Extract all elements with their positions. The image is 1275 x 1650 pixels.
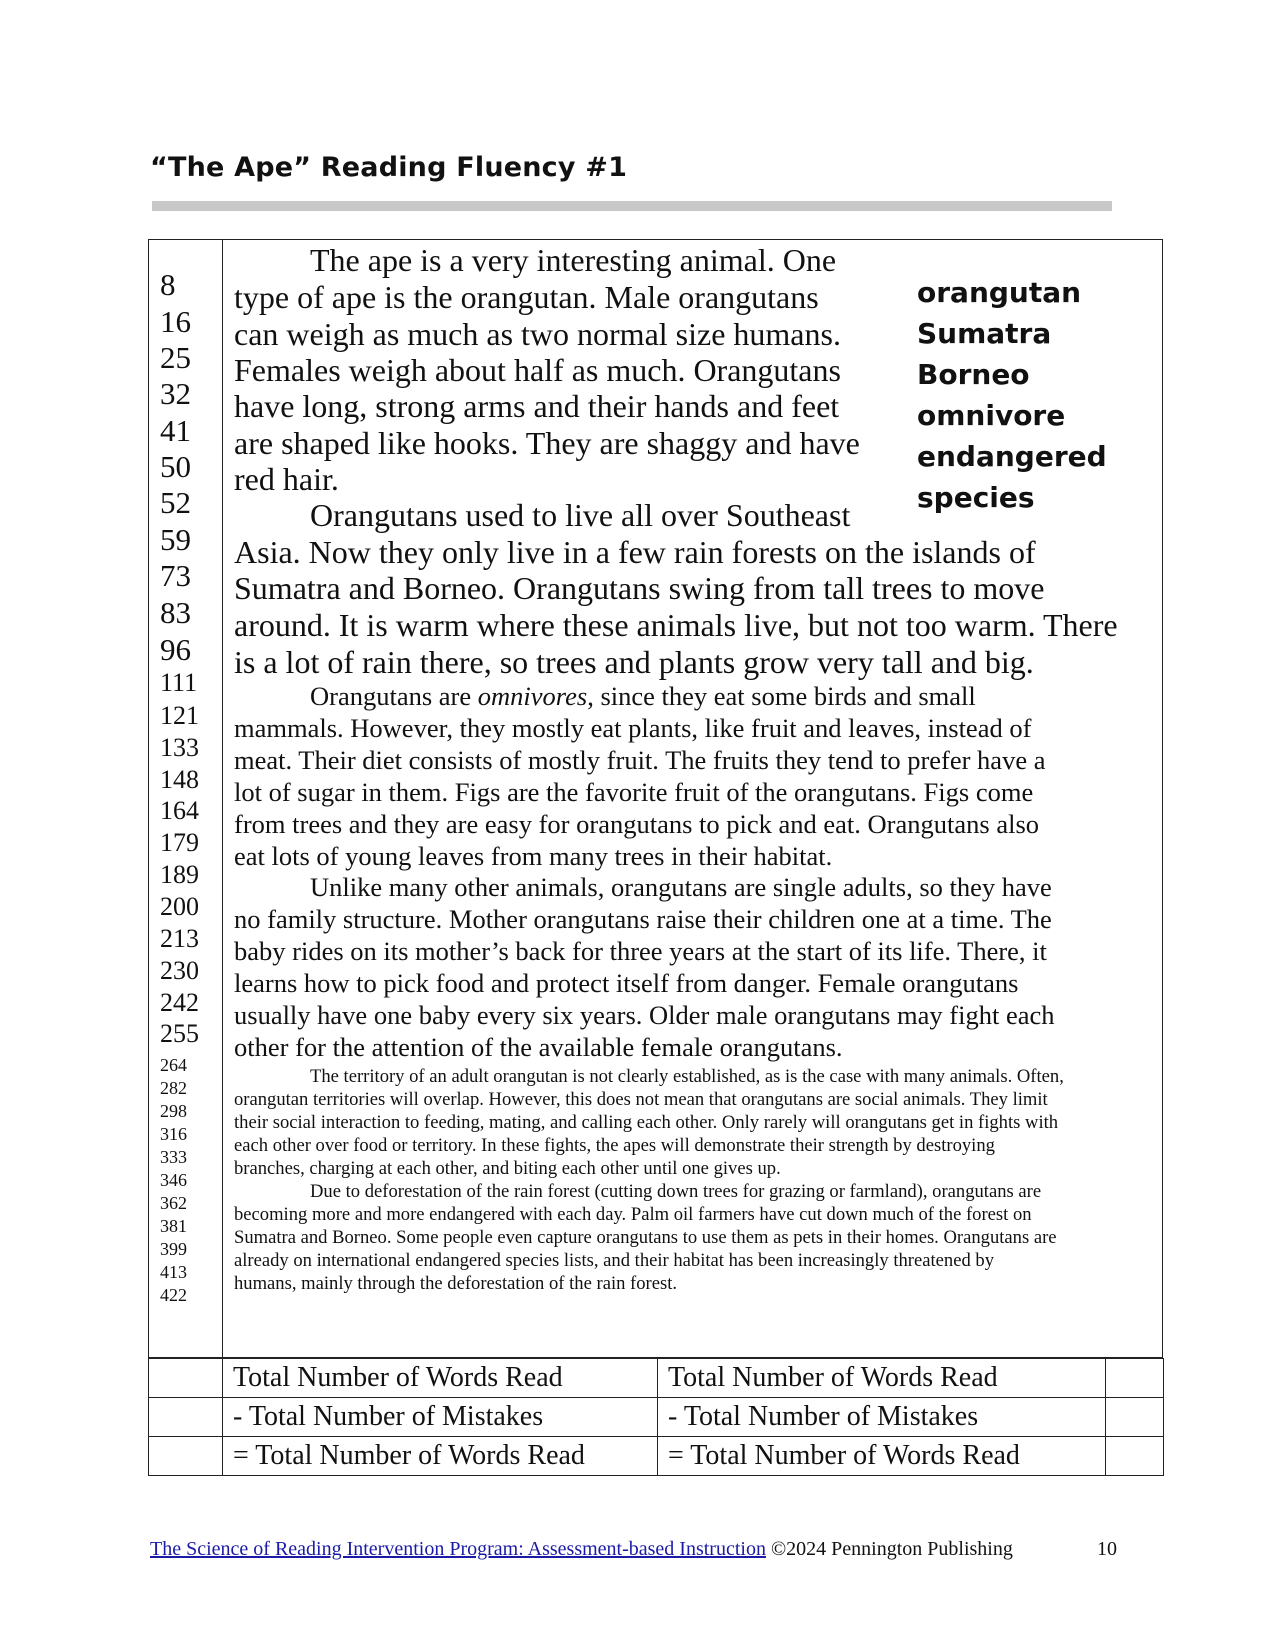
word-count: 422 [160,1285,187,1305]
word-count: 179 [160,828,199,857]
word-count: 346 [160,1170,187,1190]
word-count: 255 [160,1019,199,1048]
score-cell[interactable] [149,1359,223,1398]
mistakes-label: - Total Number of Mistakes [223,1398,658,1437]
vocab-word: orangutan [917,276,1082,309]
page-number: 10 [1097,1538,1117,1560]
passage-line: branches, charging at each other, and biting each other until one gives up. [234,1158,781,1179]
word-count: 148 [160,765,199,794]
word-count: 41 [160,413,191,448]
passage-line: humans, mainly through the deforestation of the rain forest. [234,1273,678,1294]
italic-term: omnivores [477,681,588,711]
passage-line: baby rides on its mother’s back for three years at the start of its life. There, it [234,936,1047,966]
copyright-text: ©2024 Pennington Publishing [765,1538,1013,1560]
passage-line: Unlike many other animals, orangutans are single adults, so they have [310,872,1052,902]
totals-table [148,1358,1164,1476]
table-row [149,1359,1164,1398]
word-count: 230 [160,956,199,985]
passage-line: have long, strong arms and their hands and feet [234,388,840,424]
passage-line: mammals. However, they mostly eat plants, like fruit and leaves, instead of [234,713,1032,743]
footer [150,1538,1013,1561]
score-cell[interactable] [1106,1437,1164,1476]
word-count: 413 [160,1262,187,1282]
words-read-label-2: Total Number of Words Read [658,1359,1106,1398]
passage-line: The ape is a very interesting animal. One [310,242,837,278]
vocab-word: omnivore [917,399,1066,432]
word-count: 52 [160,485,191,520]
passage-line: Sumatra and Borneo. Some people even capture orangutans to use them as pets in their homes. Orangutans are [234,1227,1057,1248]
word-count: 282 [160,1078,187,1098]
passage-line: meat. Their diet consists of mostly fruit. The fruits they tend to prefer have a [234,745,1046,775]
passage-line: orangutan territories will overlap. However, this does not mean that orangutans are social animals. They limit [234,1089,1048,1110]
passage-line: already on international endangered species lists, and their habitat has been increasingly threatened by [234,1250,994,1271]
word-count: 316 [160,1124,187,1144]
passage-line: can weigh as much as two normal size humans. [234,316,841,352]
table-row [149,1398,1164,1437]
passage-line: becoming more and more endangered with each day. Palm oil farmers have cut down much of the forest on [234,1204,1032,1225]
passage-line: around. It is warm where these animals live, but not too warm. There [234,607,1118,643]
passage-line: type of ape is the orangutan. Male orangutans [234,279,819,315]
mistakes-label-2: - Total Number of Mistakes [658,1398,1106,1437]
word-count: 121 [160,701,199,730]
word-count: 32 [160,376,191,411]
passage-line: Orangutans used to live all over Southeast [310,497,851,533]
title-rule [152,201,1112,211]
passage-line: are shaped like hooks. They are shaggy and have [234,425,860,461]
word-count: 133 [160,733,199,762]
word-count: 242 [160,988,199,1017]
vocab-word: species [917,481,1035,514]
word-count: 50 [160,449,191,484]
word-count: 399 [160,1239,187,1259]
vocab-word: Borneo [917,358,1030,391]
score-cell[interactable] [1106,1398,1164,1437]
passage-line: usually have one baby every six years. Older male orangutans may fight each [234,1000,1055,1030]
word-count: 16 [160,304,191,339]
passage-line: other for the attention of the available female orangutans. [234,1032,843,1062]
score-cell[interactable] [1106,1359,1164,1398]
word-count: 111 [160,668,198,697]
words-read-label: Total Number of Words Read [223,1359,658,1398]
passage-line: no family structure. Mother orangutans raise their children one at a time. The [234,904,1052,934]
passage-line: eat lots of young leaves from many trees in their habitat. [234,841,833,871]
passage-line: The territory of an adult orangutan is not clearly established, as is the case with many animals. Often, [310,1066,1064,1087]
word-count: 73 [160,558,191,593]
word-count: 8 [160,267,176,302]
passage-line: Orangutans are omnivores, since they eat some birds and small [310,681,976,711]
passage-line: lot of sugar in them. Figs are the favorite fruit of the orangutans. Figs come [234,777,1034,807]
word-count: 362 [160,1193,187,1213]
word-count: 96 [160,632,191,667]
passage-line: learns how to pick food and protect itself from danger. Female orangutans [234,968,1019,998]
word-count: 264 [160,1055,187,1075]
word-count: 333 [160,1147,187,1167]
passage-line: Sumatra and Borneo. Orangutans swing from tall trees to move [234,570,1045,606]
word-count: 298 [160,1101,187,1121]
passage-line: is a lot of rain there, so trees and plants grow very tall and big. [234,644,1034,680]
word-count: 189 [160,860,199,889]
score-cell[interactable] [149,1437,223,1476]
passage-line: each other over food or territory. In these fights, the apes will demonstrate their strength by destroying [234,1135,995,1156]
vocab-word: endangered [917,440,1107,473]
passage-line: their social interaction to feeding, mating, and calling each other. Only rarely will orangutans get in fights with [234,1112,1059,1133]
word-count: 83 [160,595,191,630]
table-row [149,1437,1164,1476]
result-label-2: = Total Number of Words Read [658,1437,1106,1476]
word-count: 164 [160,796,199,825]
passage-line: from trees and they are easy for orangutans to pick and eat. Orangutans also [234,809,1040,839]
score-cell[interactable] [149,1398,223,1437]
word-count: 381 [160,1216,187,1236]
program-link[interactable]: The Science of Reading Intervention Program: Assessment-based Instruction [150,1538,766,1560]
vocab-word: Sumatra [917,317,1052,350]
passage-line: Females weigh about half as much. Orangutans [234,352,841,388]
page-title: “The Ape” Reading Fluency #1 [150,152,628,183]
passage-line: Asia. Now they only live in a few rain forests on the islands of [234,534,1036,570]
result-label: = Total Number of Words Read [223,1437,658,1476]
word-count: 25 [160,340,191,375]
column-divider [222,239,223,1358]
word-count: 59 [160,522,191,557]
passage-line: red hair. [234,461,339,497]
passage-line: Due to deforestation of the rain forest (cutting down trees for grazing or farmland), orangutans are [310,1181,1042,1202]
word-count: 213 [160,924,199,953]
word-count: 200 [160,892,199,921]
